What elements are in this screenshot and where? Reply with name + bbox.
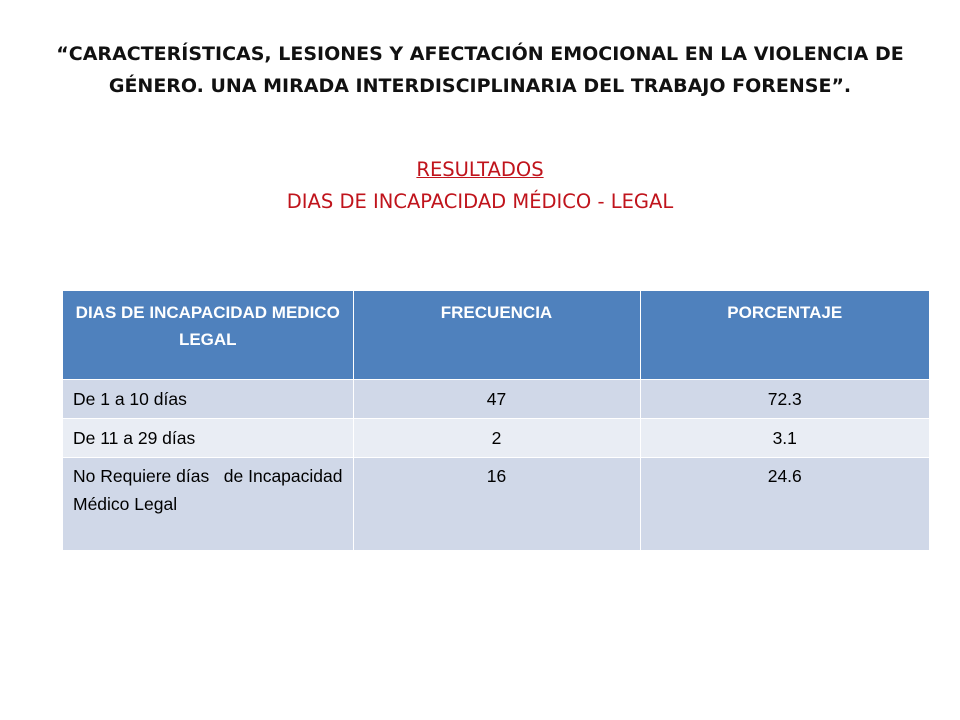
row-percentage: 3.1: [640, 418, 929, 457]
incapacity-days-table: [63, 291, 929, 550]
table-row: [63, 457, 929, 550]
row-percentage: 24.6: [640, 457, 929, 550]
header-porcentaje: PORCENTAJE: [640, 291, 929, 379]
header-frecuencia: FRECUENCIA: [353, 291, 640, 379]
row-label: De 1 a 10 días: [63, 379, 353, 418]
row-label: De 11 a 29 días: [63, 418, 353, 457]
row-frequency: 2: [353, 418, 640, 457]
row-percentage: 72.3: [640, 379, 929, 418]
table-row: [63, 379, 929, 418]
table-row: [63, 418, 929, 457]
table-caption: DIAS DE INCAPACIDAD MÉDICO - LEGAL: [286, 190, 674, 213]
row-label: No Requiere días de Incapacidad Médico Legal: [63, 457, 353, 550]
header-dias: DIAS DE INCAPACIDAD MEDICO LEGAL: [63, 291, 353, 379]
table-header-row: [63, 291, 929, 379]
slide-title: “CARACTERÍSTICAS, LESIONES Y AFECTACIÓN EMOCIONAL EN LA VIOLENCIA DE GÉNERO. UNA MIRADA INTERDISCIPLINARIA DEL TRABAJO FORENSE”.: [56, 43, 904, 97]
row-frequency: 47: [353, 379, 640, 418]
results-heading: RESULTADOS: [416, 158, 544, 181]
section-heading: [40, 154, 920, 218]
row-frequency: 16: [353, 457, 640, 550]
